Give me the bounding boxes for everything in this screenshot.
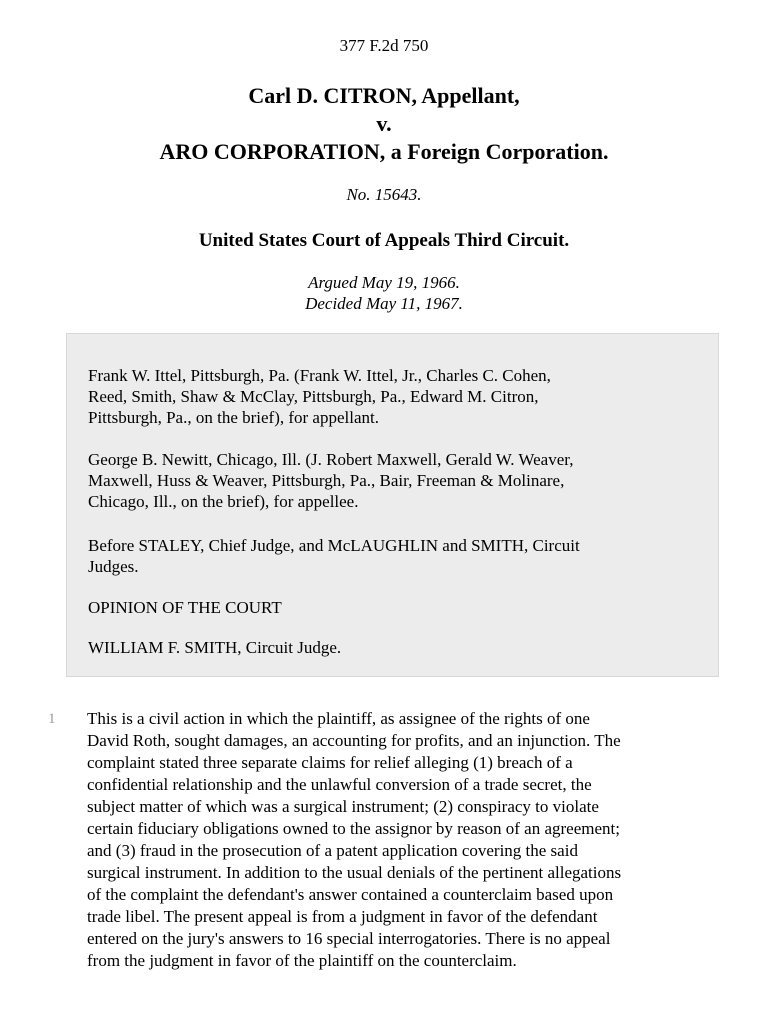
title-versus: v. xyxy=(376,111,392,136)
paragraph-line: from the judgment in favor of the plaintiff on the counterclaim. xyxy=(87,951,517,970)
case-citation: 377 F.2d 750 xyxy=(339,36,429,55)
decided-date: Decided May 11, 1967. xyxy=(305,294,463,313)
case-dates xyxy=(0,272,768,314)
paragraph-line: of the complaint the defendant's answer contained a counterclaim based upon xyxy=(87,885,614,904)
paragraph-line: trade libel. The present appeal is from a judgment in favor of the defendant xyxy=(87,907,598,926)
appellant-counsel-line: Pittsburgh, Pa., on the brief), for appellant. xyxy=(88,408,379,427)
title-appellee: ARO CORPORATION, a Foreign Corporation. xyxy=(159,139,609,164)
paragraph-line: surgical instrument. In addition to the usual denials of the pertinent allegations xyxy=(87,863,622,882)
paragraph-line: certain fiduciary obligations owned to the assignor by reason of an agreement; xyxy=(87,819,620,838)
paragraph-line: entered on the jury's answers to 16 special interrogatories. There is no appeal xyxy=(87,929,611,948)
paragraph-line: David Roth, sought damages, an accounting for profits, and an injunction. The xyxy=(87,731,621,750)
title-appellant: Carl D. CITRON, Appellant, xyxy=(248,83,520,108)
docket-number: No. 15643. xyxy=(346,185,422,204)
opinion-paragraph xyxy=(87,708,621,972)
opinion-author: WILLIAM F. SMITH, Circuit Judge. xyxy=(88,638,342,657)
paragraph-line: subject matter of which was a surgical instrument; (2) conspiracy to violate xyxy=(87,797,599,816)
panel-judges-line: Judges. xyxy=(88,557,139,576)
court-name: United States Court of Appeals Third Circuit. xyxy=(198,230,570,251)
paragraph-line: confidential relationship and the unlawful conversion of a trade secret, the xyxy=(87,775,592,794)
case-title xyxy=(0,82,768,166)
paragraph-line: and (3) fraud in the prosecution of a patent application covering the said xyxy=(87,841,578,860)
appellant-counsel-line: Frank W. Ittel, Pittsburgh, Pa. (Frank W. Ittel, Jr., Charles C. Cohen, xyxy=(88,366,551,385)
panel-judges-line: Before STALEY, Chief Judge, and McLAUGHLIN and SMITH, Circuit xyxy=(88,536,580,555)
paragraph-line: This is a civil action in which the plaintiff, as assignee of the rights of one xyxy=(87,709,590,728)
appellee-counsel-line: Maxwell, Huss & Weaver, Pittsburgh, Pa., Bair, Freeman & Molinare, xyxy=(88,471,565,490)
appellee-counsel-line: George B. Newitt, Chicago, Ill. (J. Robert Maxwell, Gerald W. Weaver, xyxy=(88,450,574,469)
appellee-counsel-line: Chicago, Ill., on the brief), for appellee. xyxy=(88,492,359,511)
appellant-counsel-line: Reed, Smith, Shaw & McClay, Pittsburgh, Pa., Edward M. Citron, xyxy=(88,387,539,406)
argued-date: Argued May 19, 1966. xyxy=(308,273,460,292)
paragraph-line: complaint stated three separate claims for relief alleging (1) breach of a xyxy=(87,753,573,772)
opinion-heading: OPINION OF THE COURT xyxy=(88,598,282,617)
paragraph-number: 1 xyxy=(48,711,56,727)
counsel-box xyxy=(66,333,719,677)
